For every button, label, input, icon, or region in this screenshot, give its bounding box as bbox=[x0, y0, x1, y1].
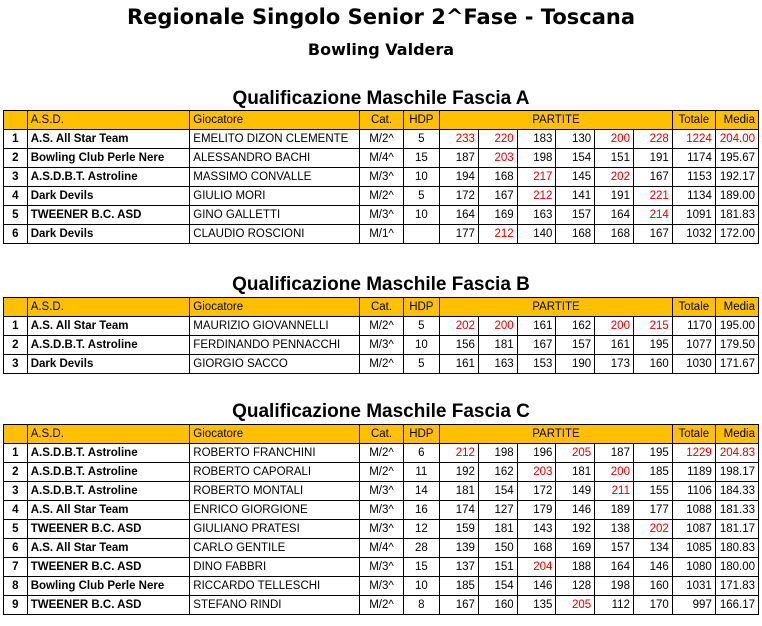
game-score-cell: 169 bbox=[556, 539, 595, 558]
game-score-cell: 161 bbox=[440, 355, 479, 374]
game-score-cell: 192 bbox=[440, 463, 479, 482]
header-asd: A.S.D. bbox=[27, 425, 190, 444]
average-cell: 195.00 bbox=[715, 317, 758, 336]
game-score-cell: 145 bbox=[556, 168, 595, 187]
header-cat: Cat. bbox=[360, 425, 403, 444]
hdp-cell: 5 bbox=[403, 355, 440, 374]
game-score-cell: 157 bbox=[556, 336, 595, 355]
category-cell: M/2^ bbox=[360, 463, 403, 482]
hdp-cell: 8 bbox=[403, 596, 440, 615]
results-table-fascia-b bbox=[3, 297, 759, 374]
page-subtitle: Bowling Valdera bbox=[307, 40, 455, 59]
total-cell: 1030 bbox=[672, 355, 715, 374]
game-score-cell: 167 bbox=[440, 596, 479, 615]
category-cell: M/2^ bbox=[360, 187, 403, 206]
game-score-cell: 112 bbox=[595, 596, 634, 615]
game-score-cell: 167 bbox=[478, 187, 517, 206]
game-score-cell: 187 bbox=[595, 444, 634, 463]
game-score-cell: 151 bbox=[595, 149, 634, 168]
game-score-cell: 211 bbox=[595, 482, 634, 501]
game-score-cell: 177 bbox=[440, 225, 479, 244]
game-score-cell: 154 bbox=[556, 149, 595, 168]
rank-cell: 2 bbox=[4, 336, 28, 355]
average-cell: 181.33 bbox=[715, 501, 758, 520]
club-cell: Dark Devils bbox=[27, 355, 190, 374]
total-cell: 1174 bbox=[672, 149, 715, 168]
game-score-cell: 200 bbox=[595, 130, 634, 149]
average-cell: 180.00 bbox=[715, 558, 758, 577]
hdp-cell bbox=[403, 225, 440, 244]
table-row bbox=[4, 577, 759, 596]
total-cell: 1032 bbox=[672, 225, 715, 244]
table-row bbox=[4, 501, 759, 520]
game-score-cell: 168 bbox=[478, 168, 517, 187]
table-row bbox=[4, 558, 759, 577]
header-avg: Media bbox=[715, 111, 758, 130]
table-row bbox=[4, 520, 759, 539]
table-row bbox=[4, 444, 759, 463]
game-score-cell: 160 bbox=[478, 596, 517, 615]
header-hdp: HDP bbox=[403, 425, 440, 444]
total-cell: 1153 bbox=[672, 168, 715, 187]
game-score-cell: 195 bbox=[633, 336, 672, 355]
game-score-cell: 187 bbox=[440, 149, 479, 168]
rank-cell: 5 bbox=[4, 206, 28, 225]
game-score-cell: 151 bbox=[478, 558, 517, 577]
category-cell: M/4^ bbox=[360, 539, 403, 558]
category-cell: M/2^ bbox=[360, 596, 403, 615]
header-games: PARTITE bbox=[440, 111, 673, 130]
game-score-cell: 198 bbox=[478, 444, 517, 463]
hdp-cell: 12 bbox=[403, 520, 440, 539]
player-cell: RICCARDO TELLESCHI bbox=[190, 577, 360, 596]
category-cell: M/2^ bbox=[360, 317, 403, 336]
table-header-row bbox=[4, 111, 759, 130]
game-score-cell: 161 bbox=[517, 317, 556, 336]
results-table-fascia-a bbox=[3, 110, 759, 244]
average-cell: 171.67 bbox=[715, 355, 758, 374]
game-score-cell: 168 bbox=[517, 539, 556, 558]
club-cell: A.S.D.B.T. Astroline bbox=[27, 444, 190, 463]
table-header-row bbox=[4, 298, 759, 317]
game-score-cell: 140 bbox=[517, 225, 556, 244]
game-score-cell: 188 bbox=[556, 558, 595, 577]
game-score-cell: 191 bbox=[595, 187, 634, 206]
game-score-cell: 137 bbox=[440, 558, 479, 577]
game-score-cell: 203 bbox=[517, 463, 556, 482]
category-cell: M/3^ bbox=[360, 482, 403, 501]
total-cell: 1189 bbox=[672, 463, 715, 482]
hdp-cell: 16 bbox=[403, 501, 440, 520]
game-score-cell: 164 bbox=[440, 206, 479, 225]
game-score-cell: 164 bbox=[595, 206, 634, 225]
category-cell: M/4^ bbox=[360, 149, 403, 168]
total-cell: 1134 bbox=[672, 187, 715, 206]
game-score-cell: 181 bbox=[556, 463, 595, 482]
game-score-cell: 212 bbox=[478, 225, 517, 244]
table-row bbox=[4, 596, 759, 615]
game-score-cell: 155 bbox=[633, 482, 672, 501]
game-score-cell: 170 bbox=[633, 596, 672, 615]
average-cell: 179.50 bbox=[715, 336, 758, 355]
game-score-cell: 183 bbox=[517, 130, 556, 149]
player-cell: GIORGIO SACCO bbox=[190, 355, 360, 374]
game-score-cell: 162 bbox=[478, 463, 517, 482]
category-cell: M/3^ bbox=[360, 336, 403, 355]
hdp-cell: 15 bbox=[403, 149, 440, 168]
game-score-cell: 228 bbox=[633, 130, 672, 149]
rank-cell: 9 bbox=[4, 596, 28, 615]
rank-cell: 3 bbox=[4, 168, 28, 187]
player-cell: GIULIANO PRATESI bbox=[190, 520, 360, 539]
game-score-cell: 154 bbox=[478, 482, 517, 501]
game-score-cell: 185 bbox=[440, 577, 479, 596]
game-score-cell: 172 bbox=[517, 482, 556, 501]
hdp-cell: 15 bbox=[403, 558, 440, 577]
header-pos bbox=[4, 425, 28, 444]
average-cell: 172.00 bbox=[715, 225, 758, 244]
hdp-cell: 10 bbox=[403, 168, 440, 187]
game-score-cell: 168 bbox=[556, 225, 595, 244]
game-score-cell: 205 bbox=[556, 444, 595, 463]
game-score-cell: 204 bbox=[517, 558, 556, 577]
player-cell: ALESSANDRO BACHI bbox=[190, 149, 360, 168]
total-cell: 1106 bbox=[672, 482, 715, 501]
rank-cell: 4 bbox=[4, 501, 28, 520]
game-score-cell: 190 bbox=[556, 355, 595, 374]
header-hdp: HDP bbox=[403, 111, 440, 130]
rank-cell: 2 bbox=[4, 463, 28, 482]
game-score-cell: 157 bbox=[556, 206, 595, 225]
game-score-cell: 130 bbox=[556, 130, 595, 149]
game-score-cell: 146 bbox=[633, 558, 672, 577]
game-score-cell: 212 bbox=[517, 187, 556, 206]
game-score-cell: 200 bbox=[595, 463, 634, 482]
game-score-cell: 163 bbox=[478, 355, 517, 374]
game-score-cell: 164 bbox=[595, 558, 634, 577]
club-cell: Bowling Club Perle Nere bbox=[27, 577, 190, 596]
header-cat: Cat. bbox=[360, 298, 403, 317]
average-cell: 195.67 bbox=[715, 149, 758, 168]
table-row bbox=[4, 187, 759, 206]
game-score-cell: 157 bbox=[595, 539, 634, 558]
game-score-cell: 202 bbox=[440, 317, 479, 336]
table-row bbox=[4, 355, 759, 374]
game-score-cell: 168 bbox=[595, 225, 634, 244]
player-cell: GINO GALLETTI bbox=[190, 206, 360, 225]
player-cell: GIULIO MORI bbox=[190, 187, 360, 206]
section-title-fascia-a: Qualificazione Maschile Fascia A bbox=[232, 88, 530, 109]
club-cell: A.S. All Star Team bbox=[27, 130, 190, 149]
rank-cell: 3 bbox=[4, 482, 28, 501]
total-cell: 1031 bbox=[672, 577, 715, 596]
game-score-cell: 141 bbox=[556, 187, 595, 206]
total-cell: 1224 bbox=[672, 130, 715, 149]
game-score-cell: 214 bbox=[633, 206, 672, 225]
game-score-cell: 160 bbox=[633, 577, 672, 596]
player-cell: MAURIZIO GIOVANNELLI bbox=[190, 317, 360, 336]
hdp-cell: 6 bbox=[403, 444, 440, 463]
table-row bbox=[4, 149, 759, 168]
header-asd: A.S.D. bbox=[27, 298, 190, 317]
game-score-cell: 153 bbox=[517, 355, 556, 374]
club-cell: A.S. All Star Team bbox=[27, 539, 190, 558]
hdp-cell: 10 bbox=[403, 206, 440, 225]
game-score-cell: 172 bbox=[440, 187, 479, 206]
category-cell: M/1^ bbox=[360, 225, 403, 244]
game-score-cell: 159 bbox=[440, 520, 479, 539]
header-games: PARTITE bbox=[440, 425, 673, 444]
header-player: Giocatore bbox=[190, 298, 360, 317]
game-score-cell: 233 bbox=[440, 130, 479, 149]
total-cell: 1085 bbox=[672, 539, 715, 558]
rank-cell: 6 bbox=[4, 225, 28, 244]
hdp-cell: 5 bbox=[403, 130, 440, 149]
page-title: Regionale Singolo Senior 2^Fase - Toscana bbox=[127, 5, 635, 29]
game-score-cell: 203 bbox=[478, 149, 517, 168]
category-cell: M/3^ bbox=[360, 206, 403, 225]
rank-cell: 1 bbox=[4, 130, 28, 149]
game-score-cell: 196 bbox=[517, 444, 556, 463]
game-score-cell: 127 bbox=[478, 501, 517, 520]
game-score-cell: 128 bbox=[556, 577, 595, 596]
game-score-cell: 200 bbox=[595, 317, 634, 336]
game-score-cell: 194 bbox=[440, 168, 479, 187]
game-score-cell: 200 bbox=[478, 317, 517, 336]
hdp-cell: 5 bbox=[403, 317, 440, 336]
game-score-cell: 181 bbox=[478, 336, 517, 355]
hdp-cell: 28 bbox=[403, 539, 440, 558]
section-title-fascia-c: Qualificazione Maschile Fascia C bbox=[232, 401, 530, 422]
club-cell: A.S. All Star Team bbox=[27, 501, 190, 520]
game-score-cell: 169 bbox=[478, 206, 517, 225]
total-cell: 1170 bbox=[672, 317, 715, 336]
rank-cell: 1 bbox=[4, 444, 28, 463]
game-score-cell: 217 bbox=[517, 168, 556, 187]
header-total: Totale bbox=[672, 425, 715, 444]
game-score-cell: 163 bbox=[517, 206, 556, 225]
average-cell: 181.17 bbox=[715, 520, 758, 539]
game-score-cell: 160 bbox=[633, 355, 672, 374]
category-cell: M/3^ bbox=[360, 520, 403, 539]
club-cell: TWEENER B.C. ASD bbox=[27, 206, 190, 225]
club-cell: TWEENER B.C. ASD bbox=[27, 558, 190, 577]
game-score-cell: 181 bbox=[478, 520, 517, 539]
average-cell: 204.00 bbox=[715, 130, 758, 149]
hdp-cell: 10 bbox=[403, 577, 440, 596]
game-score-cell: 154 bbox=[478, 577, 517, 596]
header-total: Totale bbox=[672, 111, 715, 130]
table-header-row bbox=[4, 425, 759, 444]
average-cell: 171.83 bbox=[715, 577, 758, 596]
game-score-cell: 189 bbox=[595, 501, 634, 520]
game-score-cell: 167 bbox=[633, 225, 672, 244]
game-score-cell: 195 bbox=[633, 444, 672, 463]
total-cell: 1087 bbox=[672, 520, 715, 539]
rank-cell: 4 bbox=[4, 187, 28, 206]
total-cell: 1088 bbox=[672, 501, 715, 520]
game-score-cell: 177 bbox=[633, 501, 672, 520]
game-score-cell: 139 bbox=[440, 539, 479, 558]
total-cell: 997 bbox=[672, 596, 715, 615]
header-pos bbox=[4, 111, 28, 130]
average-cell: 192.17 bbox=[715, 168, 758, 187]
header-player: Giocatore bbox=[190, 425, 360, 444]
average-cell: 204.83 bbox=[715, 444, 758, 463]
club-cell: A.S. All Star Team bbox=[27, 317, 190, 336]
game-score-cell: 192 bbox=[556, 520, 595, 539]
player-cell: ROBERTO MONTALI bbox=[190, 482, 360, 501]
total-cell: 1229 bbox=[672, 444, 715, 463]
game-score-cell: 162 bbox=[556, 317, 595, 336]
club-cell: TWEENER B.C. ASD bbox=[27, 596, 190, 615]
player-cell: ENRICO GIORGIONE bbox=[190, 501, 360, 520]
game-score-cell: 220 bbox=[478, 130, 517, 149]
game-score-cell: 202 bbox=[595, 168, 634, 187]
club-cell: Dark Devils bbox=[27, 225, 190, 244]
header-avg: Media bbox=[715, 298, 758, 317]
game-score-cell: 215 bbox=[633, 317, 672, 336]
header-total: Totale bbox=[672, 298, 715, 317]
header-hdp: HDP bbox=[403, 298, 440, 317]
rank-cell: 1 bbox=[4, 317, 28, 336]
player-cell: MASSIMO CONVALLE bbox=[190, 168, 360, 187]
player-cell: CARLO GENTILE bbox=[190, 539, 360, 558]
hdp-cell: 5 bbox=[403, 187, 440, 206]
game-score-cell: 150 bbox=[478, 539, 517, 558]
header-games: PARTITE bbox=[440, 298, 673, 317]
game-score-cell: 146 bbox=[556, 501, 595, 520]
game-score-cell: 198 bbox=[595, 577, 634, 596]
header-asd: A.S.D. bbox=[27, 111, 190, 130]
player-cell: DINO FABBRI bbox=[190, 558, 360, 577]
player-cell: ROBERTO CAPORALI bbox=[190, 463, 360, 482]
player-cell: EMELITO DIZON CLEMENTE bbox=[190, 130, 360, 149]
game-score-cell: 149 bbox=[556, 482, 595, 501]
game-score-cell: 134 bbox=[633, 539, 672, 558]
player-cell: STEFANO RINDI bbox=[190, 596, 360, 615]
results-table-fascia-c bbox=[3, 424, 759, 615]
table-row bbox=[4, 463, 759, 482]
rank-cell: 2 bbox=[4, 149, 28, 168]
average-cell: 198.17 bbox=[715, 463, 758, 482]
game-score-cell: 167 bbox=[517, 336, 556, 355]
club-cell: A.S.D.B.T. Astroline bbox=[27, 336, 190, 355]
game-score-cell: 161 bbox=[595, 336, 634, 355]
hdp-cell: 10 bbox=[403, 336, 440, 355]
rank-cell: 6 bbox=[4, 539, 28, 558]
category-cell: M/3^ bbox=[360, 501, 403, 520]
player-cell: FERDINANDO PENNACCHI bbox=[190, 336, 360, 355]
table-row bbox=[4, 168, 759, 187]
table-row bbox=[4, 225, 759, 244]
rank-cell: 8 bbox=[4, 577, 28, 596]
game-score-cell: 146 bbox=[517, 577, 556, 596]
game-score-cell: 135 bbox=[517, 596, 556, 615]
category-cell: M/3^ bbox=[360, 558, 403, 577]
game-score-cell: 191 bbox=[633, 149, 672, 168]
game-score-cell: 221 bbox=[633, 187, 672, 206]
club-cell: A.S.D.B.T. Astroline bbox=[27, 482, 190, 501]
club-cell: Bowling Club Perle Nere bbox=[27, 149, 190, 168]
game-score-cell: 185 bbox=[633, 463, 672, 482]
club-cell: A.S.D.B.T. Astroline bbox=[27, 463, 190, 482]
game-score-cell: 143 bbox=[517, 520, 556, 539]
rank-cell: 5 bbox=[4, 520, 28, 539]
game-score-cell: 156 bbox=[440, 336, 479, 355]
table-row bbox=[4, 539, 759, 558]
section-title-fascia-b: Qualificazione Maschile Fascia B bbox=[232, 274, 530, 295]
game-score-cell: 205 bbox=[556, 596, 595, 615]
category-cell: M/2^ bbox=[360, 130, 403, 149]
table-row bbox=[4, 130, 759, 149]
total-cell: 1077 bbox=[672, 336, 715, 355]
club-cell: TWEENER B.C. ASD bbox=[27, 520, 190, 539]
average-cell: 166.17 bbox=[715, 596, 758, 615]
category-cell: M/3^ bbox=[360, 577, 403, 596]
game-score-cell: 181 bbox=[440, 482, 479, 501]
game-score-cell: 173 bbox=[595, 355, 634, 374]
total-cell: 1080 bbox=[672, 558, 715, 577]
club-cell: A.S.D.B.T. Astroline bbox=[27, 168, 190, 187]
header-avg: Media bbox=[715, 425, 758, 444]
game-score-cell: 179 bbox=[517, 501, 556, 520]
header-pos bbox=[4, 298, 28, 317]
game-score-cell: 198 bbox=[517, 149, 556, 168]
average-cell: 181.83 bbox=[715, 206, 758, 225]
player-cell: CLAUDIO ROSCIONI bbox=[190, 225, 360, 244]
hdp-cell: 11 bbox=[403, 463, 440, 482]
game-score-cell: 167 bbox=[633, 168, 672, 187]
game-score-cell: 202 bbox=[633, 520, 672, 539]
table-row bbox=[4, 482, 759, 501]
club-cell: Dark Devils bbox=[27, 187, 190, 206]
header-player: Giocatore bbox=[190, 111, 360, 130]
game-score-cell: 212 bbox=[440, 444, 479, 463]
category-cell: M/3^ bbox=[360, 168, 403, 187]
header-cat: Cat. bbox=[360, 111, 403, 130]
average-cell: 189.00 bbox=[715, 187, 758, 206]
table-row bbox=[4, 206, 759, 225]
player-cell: ROBERTO FRANCHINI bbox=[190, 444, 360, 463]
category-cell: M/2^ bbox=[360, 355, 403, 374]
rank-cell: 3 bbox=[4, 355, 28, 374]
rank-cell: 7 bbox=[4, 558, 28, 577]
total-cell: 1091 bbox=[672, 206, 715, 225]
average-cell: 184.33 bbox=[715, 482, 758, 501]
game-score-cell: 138 bbox=[595, 520, 634, 539]
hdp-cell: 14 bbox=[403, 482, 440, 501]
table-row bbox=[4, 317, 759, 336]
average-cell: 180.83 bbox=[715, 539, 758, 558]
table-row bbox=[4, 336, 759, 355]
category-cell: M/2^ bbox=[360, 444, 403, 463]
game-score-cell: 174 bbox=[440, 501, 479, 520]
